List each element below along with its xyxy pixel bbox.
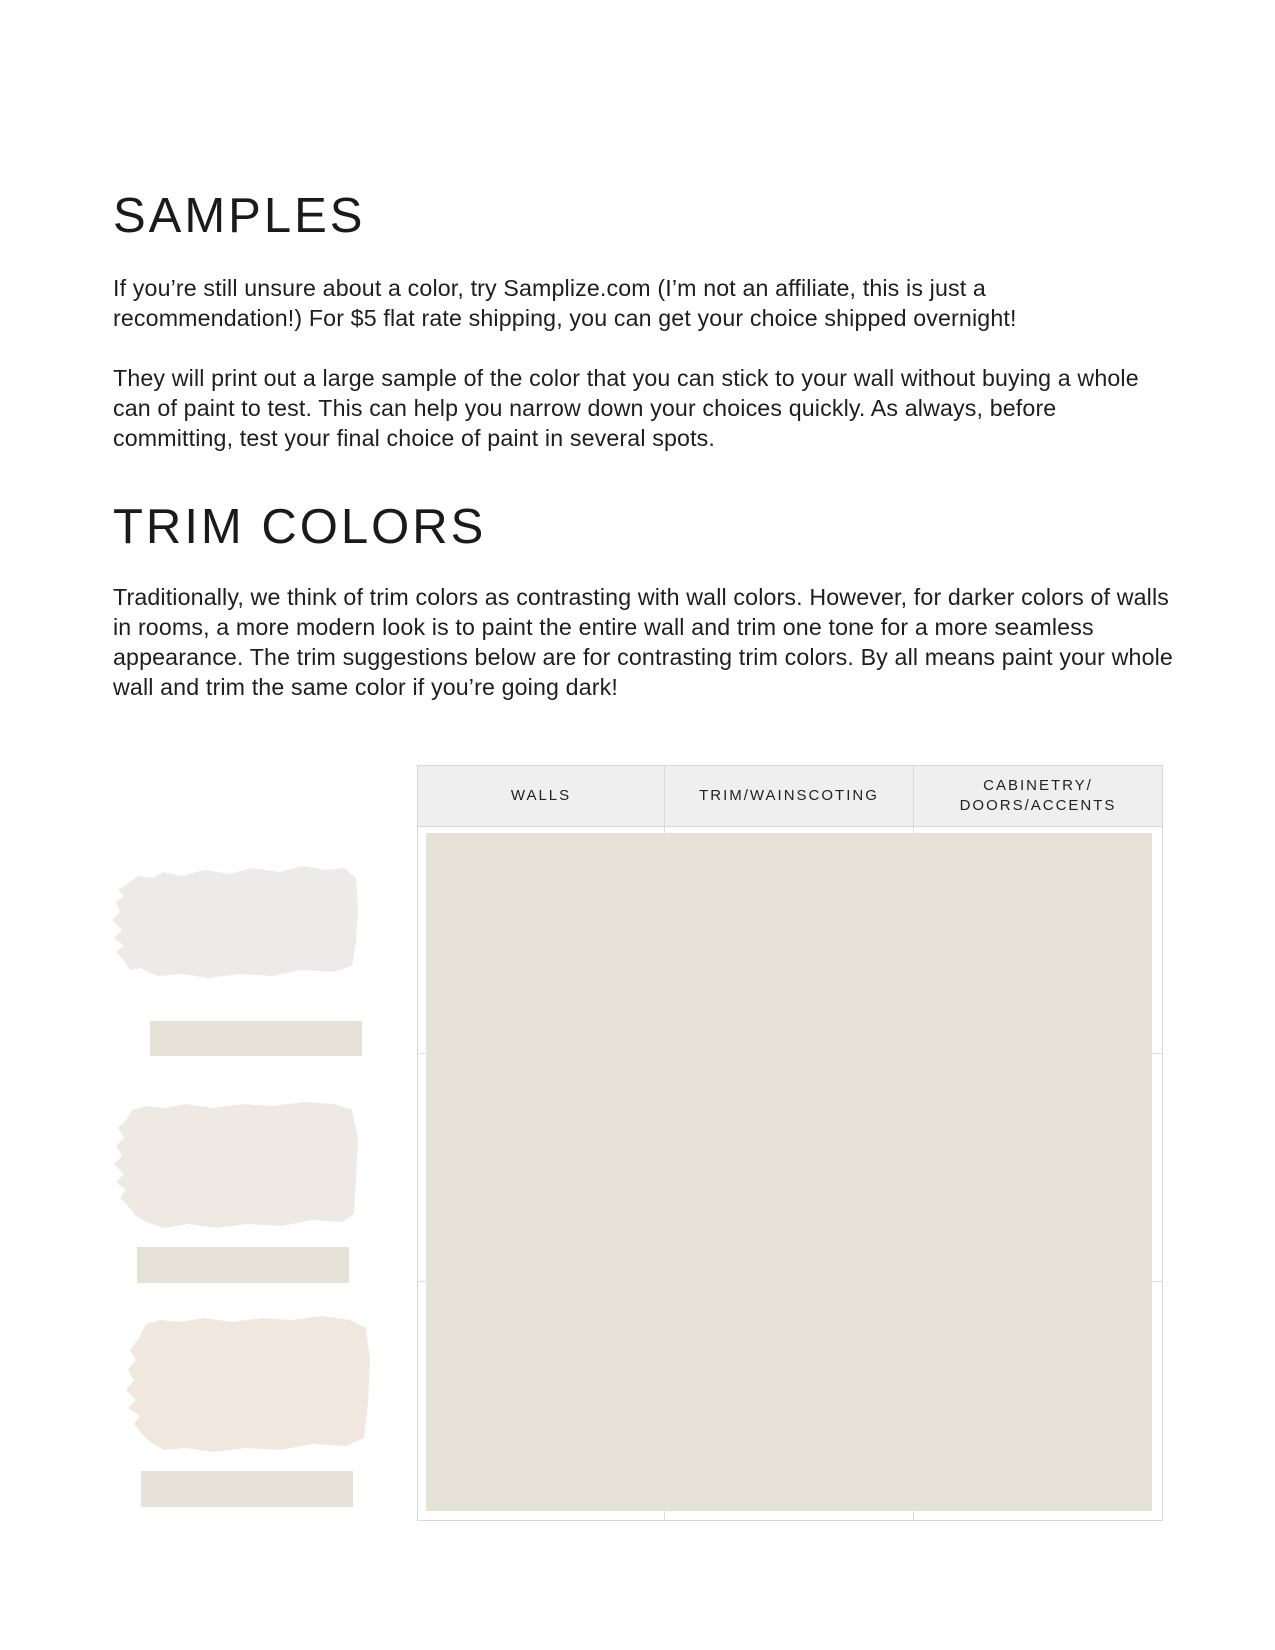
table-header <box>418 766 1162 827</box>
paint-sample-3 <box>122 1310 374 1460</box>
samples-heading: SAMPLES <box>113 189 366 243</box>
samples-paragraph-2: They will print out a large sample of the color that you can stick to your wall without buying a whole can of paint to test. This can help you narrow down your choices quickly. As always, before committing, test your final choice of paint in several spots. <box>113 365 1139 451</box>
paint-chip-1 <box>150 1021 362 1056</box>
trim-colors-paragraph: Traditionally, we think of trim colors as contrasting with wall colors. However, for darker colors of walls in rooms, a more modern look is to paint the entire wall and trim one tone for a more seamless appearance. The trim suggestions below are for contrasting trim colors. By all means paint your whole wall and trim the same color if you’re going dark! <box>113 584 1173 700</box>
paint-sample-2 <box>112 1098 364 1238</box>
samples-paragraph-1: If you’re still unsure about a color, try Samplize.com (I’m not an affiliate, this is just a recommendation!) For $5 flat rate shipping, you can get your choice shipped overnight! <box>113 275 1017 331</box>
trim-color-table <box>417 765 1163 1521</box>
column-header-walls: WALLS <box>418 766 665 826</box>
color-swatch-block <box>426 833 1152 1511</box>
paint-stroke-1 <box>112 866 358 978</box>
paint-chip-3 <box>141 1471 353 1507</box>
paint-stroke-2 <box>114 1102 358 1228</box>
trim-colors-heading: TRIM COLORS <box>113 500 487 554</box>
paint-chip-2 <box>137 1247 349 1283</box>
column-header-trim-wainscoting: TRIM/WAINSCOTING <box>665 766 914 826</box>
paint-sample-1 <box>112 862 364 982</box>
column-header-cabinetry-doors-accents: CABINETRY/ DOORS/ACCENTS <box>959 777 1117 814</box>
paint-stroke-3 <box>126 1316 370 1452</box>
